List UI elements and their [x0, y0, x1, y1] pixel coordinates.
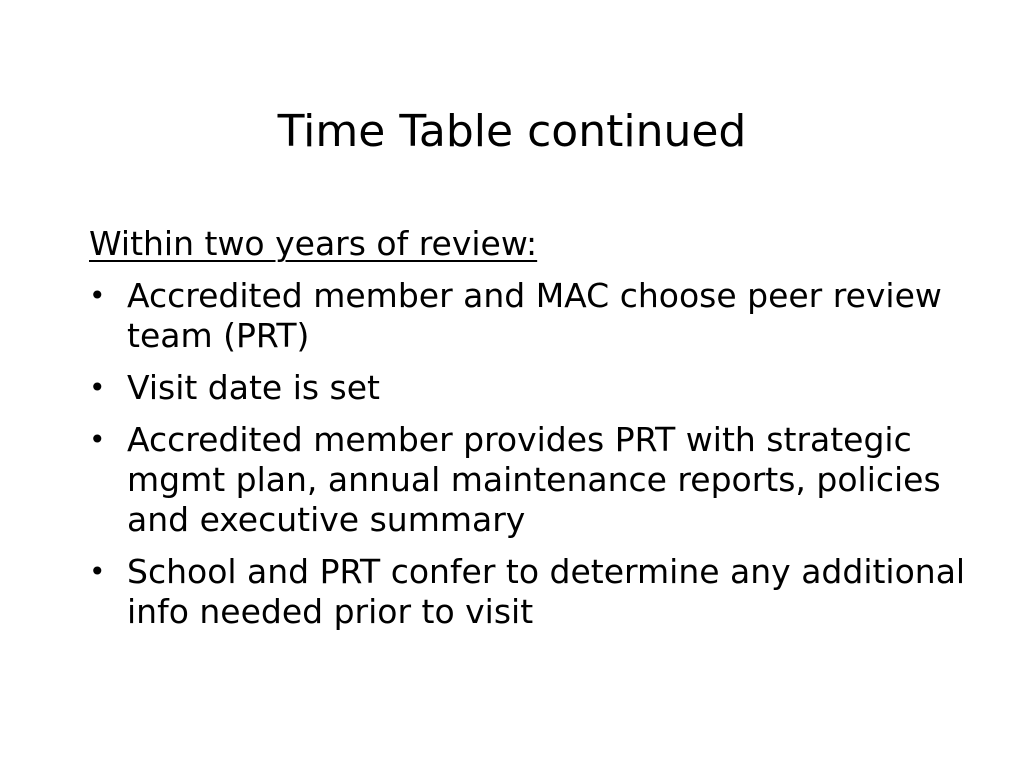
bullet-icon: •	[89, 423, 106, 456]
section-subheading: Within two years of review:	[89, 224, 538, 263]
bullet-item	[89, 420, 969, 540]
bullet-icon: •	[89, 555, 106, 588]
bullet-icon: •	[89, 371, 106, 404]
bullet-text: Visit date is set	[127, 368, 380, 407]
bullet-text: Accredited member provides PRT with strategic mgmt plan, annual maintenance reports, policies and executive summary	[127, 420, 941, 539]
bullet-item	[89, 552, 969, 632]
bullet-list	[89, 276, 969, 632]
bullet-item	[89, 368, 969, 408]
bullet-icon: •	[89, 279, 106, 312]
bullet-item	[89, 276, 969, 356]
bullet-text: Accredited member and MAC choose peer review team (PRT)	[127, 276, 942, 355]
slide-body	[89, 224, 969, 644]
slide-title: Time Table continued	[277, 106, 747, 157]
bullet-text: School and PRT confer to determine any additional info needed prior to visit	[127, 552, 966, 631]
